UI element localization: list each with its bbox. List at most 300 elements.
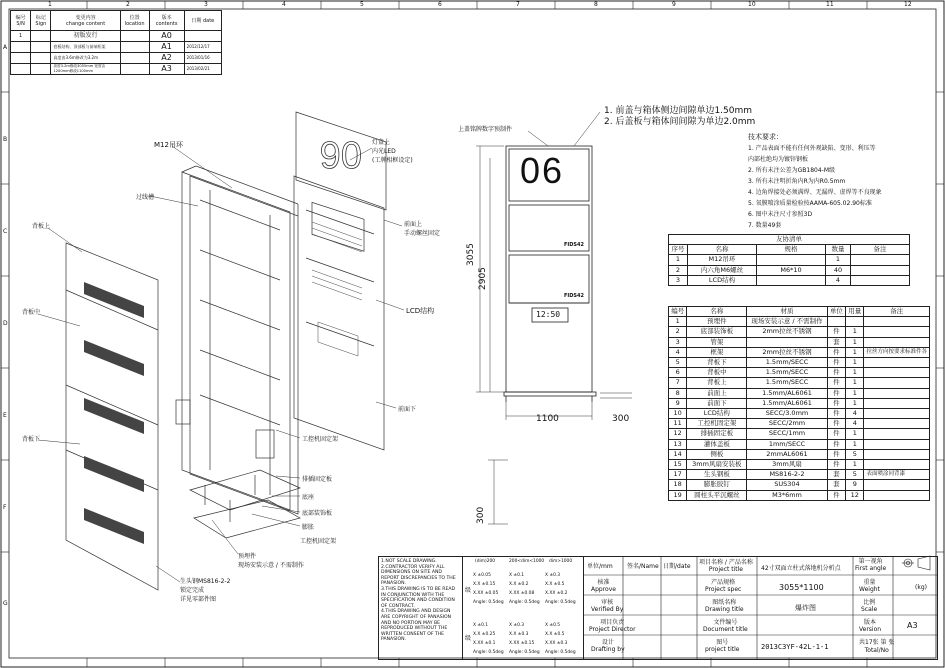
bom-cell: 1 xyxy=(846,347,864,357)
cell: 1 xyxy=(826,255,851,265)
bom-cell: 19 xyxy=(669,490,687,500)
bom-cell xyxy=(864,358,930,368)
bom-cell: LCD结构 xyxy=(687,409,747,419)
purchase-list-table xyxy=(668,234,910,286)
cell xyxy=(851,275,910,285)
bom-cell: SUS304 xyxy=(747,480,827,490)
label-fastener: 膨胀 xyxy=(302,524,315,531)
version-label: 版本 Version xyxy=(859,619,882,633)
tol-header: (dim)200 xyxy=(475,559,496,564)
bom-cell: 1.5mm/SECC xyxy=(747,378,827,388)
drafting-label: 设计 Drafting by xyxy=(591,639,625,653)
bom-cell: 15 xyxy=(669,460,687,470)
bom-cell: SECC/3.0mm xyxy=(747,409,827,419)
label-ipc-bracket: 工控机固定架 xyxy=(300,538,337,545)
bom-cell: MS816-2-2 xyxy=(747,470,827,480)
bom-cell: 1 xyxy=(846,368,864,378)
front-digits: 06 xyxy=(520,150,565,191)
purchase-header: 名称 xyxy=(688,245,757,255)
rev-header-date: 日期 date xyxy=(184,11,221,31)
label-slide-rail: 过线槽 xyxy=(136,194,155,201)
tech-req-item: 5. 氧膜喷涂质量检验按AAMA-605.02.90标准 xyxy=(748,200,872,207)
bom-cell: 件 xyxy=(827,388,845,398)
frame-drawing xyxy=(176,166,298,514)
rev-change: 高度由3.6m修改为3.2m xyxy=(51,53,120,64)
svg-text:06: 06 xyxy=(319,133,362,175)
tolerance-cell: X ±0.3 xyxy=(509,623,525,628)
table-row xyxy=(11,64,222,75)
bom-cell: 13 xyxy=(669,439,687,449)
tol-header: 200<dim<1000 xyxy=(509,559,545,564)
bom-cell: 1 xyxy=(846,439,864,449)
tolerance-cell: X ±0.3 xyxy=(545,573,561,578)
tech-req-item: 6. 图中未注尺寸参照3D xyxy=(748,211,813,218)
bom-cell: 背板上 xyxy=(687,378,747,388)
bom-cell xyxy=(864,378,930,388)
sign-label: 签名/Name xyxy=(627,563,659,570)
bom-cell: 件 xyxy=(827,358,845,368)
title-block xyxy=(378,556,938,660)
purchase-header: 序号 xyxy=(669,245,688,255)
bom-cell xyxy=(864,480,930,490)
bom-cell: 圆柱头平沉螺丝 xyxy=(687,490,747,500)
bom-cell: 5 xyxy=(846,449,864,459)
bom-header: 备注 xyxy=(864,307,930,317)
tolerance-cell: Angle: 0.5deg xyxy=(509,600,540,605)
tolerance-cell: X.X ±0.3 xyxy=(509,632,529,637)
scale-label: 比例 Scale xyxy=(861,599,878,613)
col-number-5: 5 xyxy=(360,1,364,8)
verified-label: 审核 Verified By xyxy=(591,599,624,613)
title-grid-lines xyxy=(379,557,937,659)
note-line: 1.NOT SCALE DRAWING. xyxy=(381,559,437,564)
tolerance-cell: Angle: 0.5deg xyxy=(473,600,504,605)
bom-cell xyxy=(864,409,930,419)
table-row xyxy=(669,439,930,449)
bom-cell: 侧板 xyxy=(687,449,747,459)
tolerance-cell: X.X ±0.2 xyxy=(509,582,529,587)
purchase-header: 数量 xyxy=(826,245,851,255)
bom-cell: 1 xyxy=(846,398,864,408)
bom-cell: 件 xyxy=(827,449,845,459)
tech-req-item: 2. 所有未注公差为GB1804-M级 xyxy=(748,167,836,174)
bom-cell: 套 xyxy=(827,480,845,490)
tol-group-label: 级 xyxy=(465,587,472,594)
bom-cell: 拉丝方向按要求标准件各 xyxy=(864,347,930,357)
label-front-top: 前面上 手动螺丝固定 xyxy=(404,221,441,237)
tolerance-cell: X.X ±0.5 xyxy=(545,582,565,587)
cell xyxy=(757,255,826,265)
tolerance-cell: X.XX ±0.2 xyxy=(545,591,568,596)
row-letter-d: D xyxy=(3,320,8,327)
tolerance-cell: Angle: 0.5deg xyxy=(509,650,540,655)
bom-cell xyxy=(864,337,930,347)
rev-date: 2012/12/17 xyxy=(184,42,221,53)
tolerance-cell: X ±0.5 xyxy=(545,623,561,628)
table-row xyxy=(669,317,930,327)
dim-depth: 300 xyxy=(612,414,630,424)
rev-date: 2013/02/21 xyxy=(184,64,221,75)
tolerance-cell: X.XX ±0.3 xyxy=(545,641,568,646)
bom-table xyxy=(668,306,930,501)
rev-sn: 1 xyxy=(11,31,31,42)
bom-cell: 件 xyxy=(827,327,845,337)
bom-cell xyxy=(864,419,930,429)
col-number-4: 4 xyxy=(282,1,286,8)
bom-cell xyxy=(846,317,864,327)
approve-label: 核准 Approve xyxy=(591,579,616,593)
bom-cell: 6 xyxy=(669,368,687,378)
bom-cell: 管架 xyxy=(687,337,747,347)
bom-cell: 1.5mm/SECC xyxy=(747,368,827,378)
bom-cell: 件 xyxy=(827,460,845,470)
bom-cell: 4 xyxy=(846,419,864,429)
cell: M12吊环 xyxy=(688,255,757,265)
bom-cell: 3mm风扇 xyxy=(747,460,827,470)
date-label: 日期/date xyxy=(663,563,691,570)
project-spec: 3055*1100 xyxy=(779,583,824,592)
tolerance-cell: X.XX ±0.05 xyxy=(473,591,499,596)
row-letter-f: F xyxy=(3,504,7,511)
tech-req-title: 技术要求： xyxy=(748,133,783,141)
bom-cell: 11 xyxy=(669,419,687,429)
label-back-bottom: 背板下 xyxy=(22,436,41,443)
cell xyxy=(851,255,910,265)
cell: 4 xyxy=(826,275,851,285)
bom-cell: 1 xyxy=(669,317,687,327)
bom-cell: 3 xyxy=(669,337,687,347)
tech-req-item: 3. 所有未注明折角内R为内R0.5mm xyxy=(748,178,846,185)
bom-cell: 2mm拉丝不锈钢 xyxy=(747,347,827,357)
table-row xyxy=(669,449,930,459)
purchase-header: 备注 xyxy=(851,245,910,255)
cell xyxy=(851,265,910,275)
col-number-9: 9 xyxy=(672,1,676,8)
front-brand-2: FIDS42 xyxy=(564,293,584,299)
col-number-10: 10 xyxy=(748,1,756,8)
bom-cell: 前面上 xyxy=(687,388,747,398)
bom-cell: 框架 xyxy=(687,347,747,357)
revision-header-row xyxy=(11,11,222,31)
col-number-12: 12 xyxy=(904,1,912,8)
rev-version: A2 xyxy=(149,53,184,64)
tolerance-cell: X.X ±0.25 xyxy=(473,632,496,637)
cell: 内六角M6螺丝 xyxy=(688,265,757,275)
bom-cell: 4 xyxy=(846,409,864,419)
bom-cell: 4 xyxy=(669,347,687,357)
bom-cell: 10 xyxy=(669,409,687,419)
table-row xyxy=(669,255,910,265)
table-row xyxy=(669,337,930,347)
table-row xyxy=(669,275,910,285)
rev-header-version: 版本 contents xyxy=(149,11,184,31)
tol-header: dim>1000 xyxy=(549,559,573,564)
table-row xyxy=(669,480,930,490)
bom-cell xyxy=(864,429,930,439)
table-row xyxy=(669,419,930,429)
label-m12-ring: M12吊环 xyxy=(154,141,183,149)
col-number-1: 1 xyxy=(48,1,52,8)
table-row xyxy=(669,388,930,398)
bom-cell: 1.5mm/AL6061 xyxy=(747,388,827,398)
note-line: 2.CONTRACTOR VERIFY ALL DIMENSIONS ON SITE AND REPORT DISCREPANCIES TO THE PANASION. xyxy=(381,564,456,587)
table-row xyxy=(11,31,222,42)
tech-req-item: 7. 数量49套 xyxy=(748,222,782,229)
rev-header-change: 变更内容 change content xyxy=(51,11,120,31)
rev-change: 套板结构、顶部板与前端柜架 xyxy=(51,42,120,53)
bom-cell: SECC/1mm xyxy=(747,429,827,439)
bom-cell: 17 xyxy=(669,470,687,480)
bom-cell: 件 xyxy=(827,368,845,378)
bom-header: 编号 xyxy=(669,307,687,317)
bom-cell xyxy=(864,327,930,337)
tech-req-item: 内部杜绝均为镀锌钢板 xyxy=(748,156,809,163)
bom-cell: 12 xyxy=(846,490,864,500)
bom-header: 材质 xyxy=(747,307,827,317)
bom-cell xyxy=(747,337,827,347)
doc-no-label: 文件编号 Document title xyxy=(703,619,748,633)
col-number-11: 11 xyxy=(826,1,834,8)
version: A3 xyxy=(907,621,918,630)
dim-height-total: 3055 xyxy=(466,243,476,266)
bom-cell: 9 xyxy=(846,480,864,490)
tolerance-cell: X ±0.1 xyxy=(509,573,525,578)
cell xyxy=(757,275,826,285)
bom-cell xyxy=(864,460,930,470)
weight-unit: (kg) xyxy=(915,584,927,591)
tolerance-cell: X.X ±0.5 xyxy=(545,632,565,637)
bom-cell: 灌体盖板 xyxy=(687,439,747,449)
purchase-header: 规格 xyxy=(757,245,826,255)
bom-cell: 前面下 xyxy=(687,398,747,408)
rev-header-sign: 标记 Sign xyxy=(31,11,51,31)
label-front-bottom: 前面下 xyxy=(398,406,417,413)
rev-header-sn: 编号 S/N xyxy=(11,11,31,31)
row-letter-e: E xyxy=(3,412,7,419)
table-row xyxy=(669,409,930,419)
rev-date xyxy=(184,31,221,42)
table-row xyxy=(669,358,930,368)
bom-cell: 12 xyxy=(669,429,687,439)
table-row xyxy=(669,470,930,480)
row-letter-c: C xyxy=(3,228,8,235)
project-title-label: 图号 project title xyxy=(705,639,740,653)
tolerance-cell: X.X ±0.15 xyxy=(473,582,496,587)
table-row xyxy=(669,347,930,357)
table-row xyxy=(669,378,930,388)
label-back-mid: 背板中 xyxy=(22,309,41,316)
bom-cell: 1 xyxy=(846,429,864,439)
director-label: 项目负责 Project Director xyxy=(589,619,636,633)
label-light-box: 灯盒上 内光LED (工牌相框设定) xyxy=(372,139,413,164)
bom-cell: 件 xyxy=(827,378,845,388)
purchase-list-title: 友协清单 xyxy=(669,235,910,245)
note-line: 3.THIS DRAWING IS TO BE READ IN CONJUNCTION WITH THE SPECIFICATION AND CONDITION OF CONTRACT. xyxy=(381,586,456,609)
bom-header: 用量 xyxy=(846,307,864,317)
cell: 3 xyxy=(669,275,688,285)
bom-cell: 3mm风扇安装板 xyxy=(687,460,747,470)
col-number-3: 3 xyxy=(204,1,208,8)
bom-cell: 背板下 xyxy=(687,358,747,368)
bom-cell: 8 xyxy=(669,388,687,398)
table-row xyxy=(669,398,930,408)
label-back-top: 背板上 xyxy=(32,223,51,230)
project-no: 2013C3YF-42L-1-1 xyxy=(761,643,829,651)
table-row xyxy=(669,460,930,470)
table-row xyxy=(669,327,930,337)
row-letter-a: A xyxy=(3,44,8,51)
tolerance-cell: X.XX ±0.1 xyxy=(473,641,496,646)
cell: M6*10 xyxy=(757,265,826,275)
bom-cell: 件 xyxy=(827,409,845,419)
bom-cell: 现场安装示意 / 不需制作 xyxy=(747,317,827,327)
bom-cell: 件 xyxy=(827,429,845,439)
bom-header: 名称 xyxy=(687,307,747,317)
weight-label: 重量 Weight xyxy=(859,579,880,593)
first-angle-label: 第一视角 First angle xyxy=(855,558,887,572)
bom-cell: 套 xyxy=(827,337,845,347)
table-row xyxy=(669,429,930,439)
bom-cell xyxy=(864,368,930,378)
rev-version: A1 xyxy=(149,42,184,53)
front-note-1: 1. 前盖与箱体侧边间隙单边1.50mm xyxy=(604,106,753,116)
bom-cell: 背板中 xyxy=(687,368,747,378)
bom-cell xyxy=(864,439,930,449)
cell: 40 xyxy=(826,265,851,275)
table-row xyxy=(669,265,910,275)
cell: LCD结构 xyxy=(688,275,757,285)
bom-cell: SECC/2mm xyxy=(747,419,827,429)
bom-cell: 1mm/SECC xyxy=(747,439,827,449)
front-panel-drawing xyxy=(294,176,384,450)
project-spec-label: 产品规格 Project spec xyxy=(705,579,742,593)
row-letter-b: B xyxy=(3,136,8,143)
dim-width: 1100 xyxy=(536,414,559,424)
front-clock: 12:50 xyxy=(536,310,561,319)
bom-cell: 7 xyxy=(669,378,687,388)
front-note-2: 2. 后盖板与箱体间间隙为单边2.0mm xyxy=(604,117,756,127)
front-top-note: 上盖铭牌数字预制件 xyxy=(458,126,513,133)
bom-cell: 1.5mm/SECC xyxy=(747,358,827,368)
label-lcd-frame: LCD结构 xyxy=(406,307,435,315)
rev-header-location: 位置 location xyxy=(120,11,149,31)
bom-cell: 表面喷涂同背漆 xyxy=(864,470,930,480)
tolerance-cell: Angle: 0.5deg xyxy=(545,650,576,655)
bom-cell: M3*6mm xyxy=(747,490,827,500)
bom-cell: 生头钢板 xyxy=(687,470,747,480)
bom-cell: 1 xyxy=(846,358,864,368)
sheet-label: 共17张 第 张 Total/No xyxy=(859,639,895,654)
bom-cell: 2 xyxy=(669,327,687,337)
table-row xyxy=(669,368,930,378)
bom-cell xyxy=(864,317,930,327)
bom-cell: 预埋件 xyxy=(687,317,747,327)
rev-date: 2013/01/16 xyxy=(184,53,221,64)
bom-cell xyxy=(864,449,930,459)
tolerance-cell: X ±0.1 xyxy=(473,623,489,628)
bom-cell: 件 xyxy=(827,419,845,429)
bom-cell: 1.5mm/AL6061 xyxy=(747,398,827,408)
bom-cell: 1 xyxy=(846,327,864,337)
bom-header: 单位 xyxy=(827,307,845,317)
bom-cell: 5 xyxy=(846,470,864,480)
tolerance-cell: X.XX ±0.15 xyxy=(509,641,535,646)
table-row xyxy=(11,42,222,53)
unit-label: 单位/mm xyxy=(587,563,613,570)
bom-cell: 件 xyxy=(827,398,845,408)
bom-cell: 9 xyxy=(669,398,687,408)
bom-cell: 件 xyxy=(827,347,845,357)
cell: 1 xyxy=(669,255,688,265)
front-brand-1: FIDS42 xyxy=(564,242,584,248)
bom-cell xyxy=(827,317,845,327)
label-pre-embedded: 预埋件 现场安装示意 / 不需制作 xyxy=(238,553,304,569)
bom-cell: 套 xyxy=(827,470,845,480)
bom-cell: 14 xyxy=(669,449,687,459)
rev-change: 高度3.2m修改3055mm 宽度由1200mm修改1100mm xyxy=(51,64,120,75)
tolerance-cell: Angle: 0.5deg xyxy=(473,650,504,655)
bom-header-row xyxy=(669,307,930,317)
label-cover-finish: 生头钢MS816-2-2 锁定完成 详见零部件图 xyxy=(180,578,231,603)
project-name: 42寸双面立柱式落地机分析点 xyxy=(761,565,841,572)
drawing-title-label: 图纸名称 Drawing title xyxy=(705,599,744,613)
col-number-6: 6 xyxy=(438,1,442,8)
project-name-label: 项目名称 / 产品名称 Project title xyxy=(699,559,753,573)
drawing-title: 爆炸图 xyxy=(795,604,816,612)
bom-cell: 1 xyxy=(846,378,864,388)
tol-group-label: 级 xyxy=(465,635,472,642)
table-row xyxy=(11,53,222,64)
tolerance-cell: Angle: 0.5deg xyxy=(545,600,576,605)
bom-cell xyxy=(864,398,930,408)
bom-cell: 膨胀胶钉 xyxy=(687,480,747,490)
label-bottom-support: 底部装饰板 xyxy=(302,510,333,517)
rev-change: 初版发行 xyxy=(51,31,120,42)
dim-base-height: 300 xyxy=(476,506,486,524)
dim-height-inner: 2905 xyxy=(478,267,488,290)
bom-cell: 底部装饰板 xyxy=(687,327,747,337)
label-ipc-holder: 工控机固定架 xyxy=(302,436,339,443)
bom-cell: 件 xyxy=(827,439,845,449)
tolerance-cell: X ±0.05 xyxy=(473,573,491,578)
tech-req-item: 1. 产品表面不能有任何外观缺陷、变形、利压等 xyxy=(748,145,876,152)
tech-req-item: 4. 边角焊接处必须满焊、无漏焊、虚焊等不良现象 xyxy=(748,189,882,196)
cell: 2 xyxy=(669,265,688,275)
tolerance-cell: X.XX ±0.08 xyxy=(509,591,535,596)
bom-cell: 排插固定板 xyxy=(687,429,747,439)
bom-cell xyxy=(864,490,930,500)
bom-cell: 工控机固定架 xyxy=(687,419,747,429)
col-number-7: 7 xyxy=(516,1,520,8)
table-row xyxy=(669,490,930,500)
bom-cell: 件 xyxy=(827,490,845,500)
bom-cell: 1 xyxy=(846,388,864,398)
purchase-header-row xyxy=(669,245,910,255)
bom-cell: 1 xyxy=(846,460,864,470)
rev-version: A0 xyxy=(149,31,184,42)
rev-version: A3 xyxy=(149,64,184,75)
col-number-2: 2 xyxy=(126,1,130,8)
note-line: 4.THIS DRAWING AND DESIGN ARE COPYRIGHT OF PANASION AND NO PORTION MAY BE REPRODUCED WITHOUT THE WRITTEN CONSENT OF THE PANASION. xyxy=(381,609,452,643)
bom-cell: 18 xyxy=(669,480,687,490)
bom-cell xyxy=(864,388,930,398)
bom-cell: 2mmAL6061 xyxy=(747,449,827,459)
bom-cell: 2mm拉丝不锈钢 xyxy=(747,327,827,337)
row-letter-g: G xyxy=(3,600,8,607)
col-number-8: 8 xyxy=(594,1,598,8)
revision-table xyxy=(10,10,222,75)
bom-cell: 1 xyxy=(846,337,864,347)
